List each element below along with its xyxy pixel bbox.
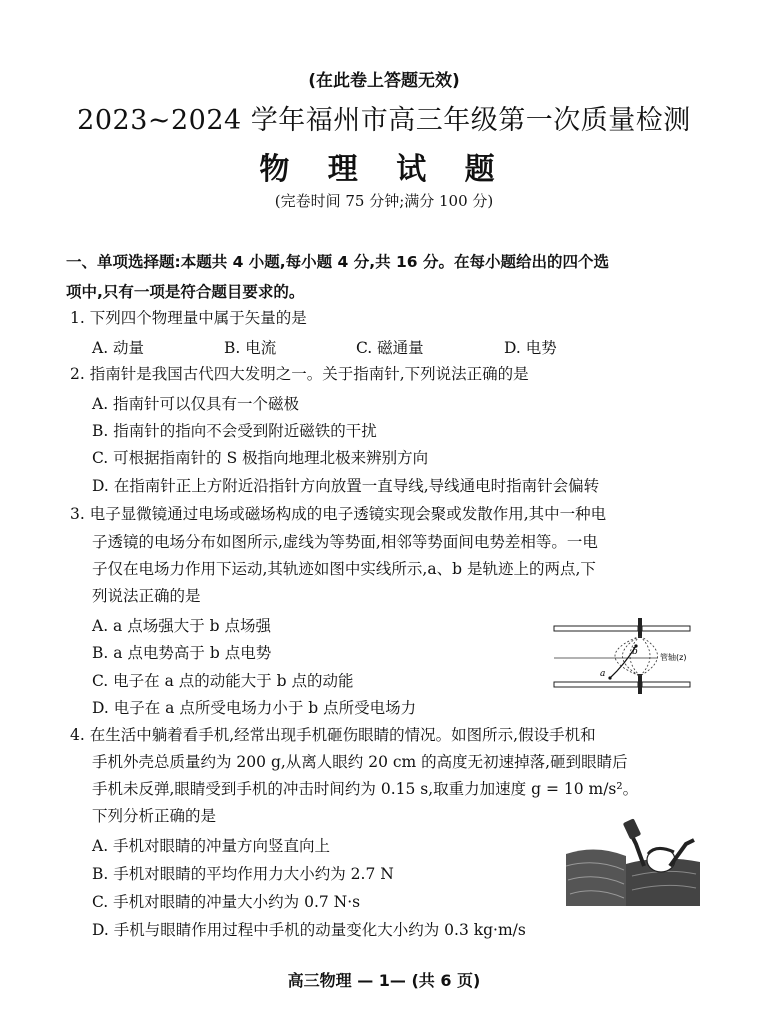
point-a-dot bbox=[608, 676, 611, 679]
lower-left-electrode bbox=[638, 674, 642, 694]
q4-stem-line2: 手机外壳总质量约为 200 g,从离人眼约 20 cm 的高度无初速掉落,砸到眼睛后 bbox=[92, 753, 628, 771]
q2-option-b: B. 指南针的指向不会受到附近磁铁的干扰 bbox=[92, 422, 377, 440]
subject-title: 物 理 试 题 bbox=[259, 152, 509, 187]
lying-phone-illustration bbox=[566, 814, 700, 906]
point-a-label: a bbox=[600, 669, 606, 679]
invalid-note: (在此卷上答题无效) bbox=[308, 71, 460, 91]
point-b-label: b bbox=[632, 647, 638, 657]
q1-option-c: C. 磁通量 bbox=[356, 339, 424, 357]
q4-option-d: D. 手机与眼睛作用过程中手机的动量变化大小约为 0.3 kg·m/s bbox=[92, 921, 526, 939]
q3-stem-line4: 列说法正确的是 bbox=[92, 587, 201, 605]
section-heading-line2: 项中,只有一项是符合题目要求的。 bbox=[66, 283, 305, 301]
q4-option-c: C. 手机对眼睛的冲量大小约为 0.7 N·s bbox=[92, 893, 361, 911]
q1-option-a: A. 动量 bbox=[92, 339, 145, 357]
lower-right-plate bbox=[642, 682, 690, 687]
q3-stem-line1: 3. 电子显微镜通过电场或磁场构成的电子透镜实现会聚或发散作用,其中一种电 bbox=[70, 505, 607, 523]
q3-stem-line3: 子仅在电场力作用下运动,其轨迹如图中实线所示,a、b 是轨迹上的两点,下 bbox=[92, 560, 596, 578]
q3-option-a: A. a 点场强大于 b 点场强 bbox=[92, 617, 271, 635]
page-footer: 高三物理 — 1— (共 6 页) bbox=[287, 971, 481, 990]
upper-left-plate bbox=[554, 626, 638, 631]
q4-option-b: B. 手机对眼睛的平均作用力大小约为 2.7 N bbox=[92, 865, 394, 883]
exam-title: 2023~2024 学年福州市高三年级第一次质量检测 bbox=[77, 105, 691, 136]
upper-left-electrode bbox=[638, 618, 642, 638]
q3-option-c: C. 电子在 a 点的动能大于 b 点的动能 bbox=[92, 672, 354, 690]
q2-option-a: A. 指南针可以仅具有一个磁极 bbox=[92, 395, 300, 413]
q2-stem: 2. 指南针是我国古代四大发明之一。关于指南针,下列说法正确的是 bbox=[70, 365, 529, 383]
q1-option-d: D. 电势 bbox=[504, 339, 557, 357]
q1-option-b: B. 电流 bbox=[224, 339, 277, 357]
q4-stem-line4: 下列分析正确的是 bbox=[92, 807, 217, 825]
time-info: (完卷时间 75 分钟;满分 100 分) bbox=[274, 192, 494, 210]
upper-right-plate bbox=[642, 626, 690, 631]
q4-stem-line1: 4. 在生活中躺着看手机,经常出现手机砸伤眼睛的情况。如图所示,假设手机和 bbox=[70, 726, 596, 744]
q3-option-d: D. 电子在 a 点所受电场力小于 b 点所受电场力 bbox=[92, 699, 417, 717]
q3-stem-line2: 子透镜的电场分布如图所示,虚线为等势面,相邻等势面间电势差相等。一电 bbox=[92, 533, 598, 551]
q3-option-b: B. a 点电势高于 b 点电势 bbox=[92, 644, 272, 662]
q4-option-a: A. 手机对眼睛的冲量方向竖直向上 bbox=[92, 837, 331, 855]
lower-left-plate bbox=[554, 682, 638, 687]
section-heading-line1: 一、单项选择题:本题共 4 小题,每小题 4 分,共 16 分。在每小题给出的四个选 bbox=[66, 253, 609, 271]
phone-icon bbox=[623, 818, 641, 839]
tube-axis-label: 管轴(z) bbox=[660, 653, 687, 662]
q1-stem: 1. 下列四个物理量中属于矢量的是 bbox=[70, 309, 307, 327]
electron-lens-figure bbox=[550, 614, 696, 696]
blanket-shape bbox=[566, 849, 626, 906]
q2-option-c: C. 可根据指南针的 S 极指向地理北极来辨别方向 bbox=[92, 449, 429, 467]
q4-stem-line3: 手机未反弹,眼睛受到手机的冲击时间约为 0.15 s,取重力加速度 g = 10 m/s²。 bbox=[92, 780, 639, 798]
q2-option-d: D. 在指南针正上方附近沿指针方向放置一直导线,导线通电时指南针会偏转 bbox=[92, 477, 600, 495]
